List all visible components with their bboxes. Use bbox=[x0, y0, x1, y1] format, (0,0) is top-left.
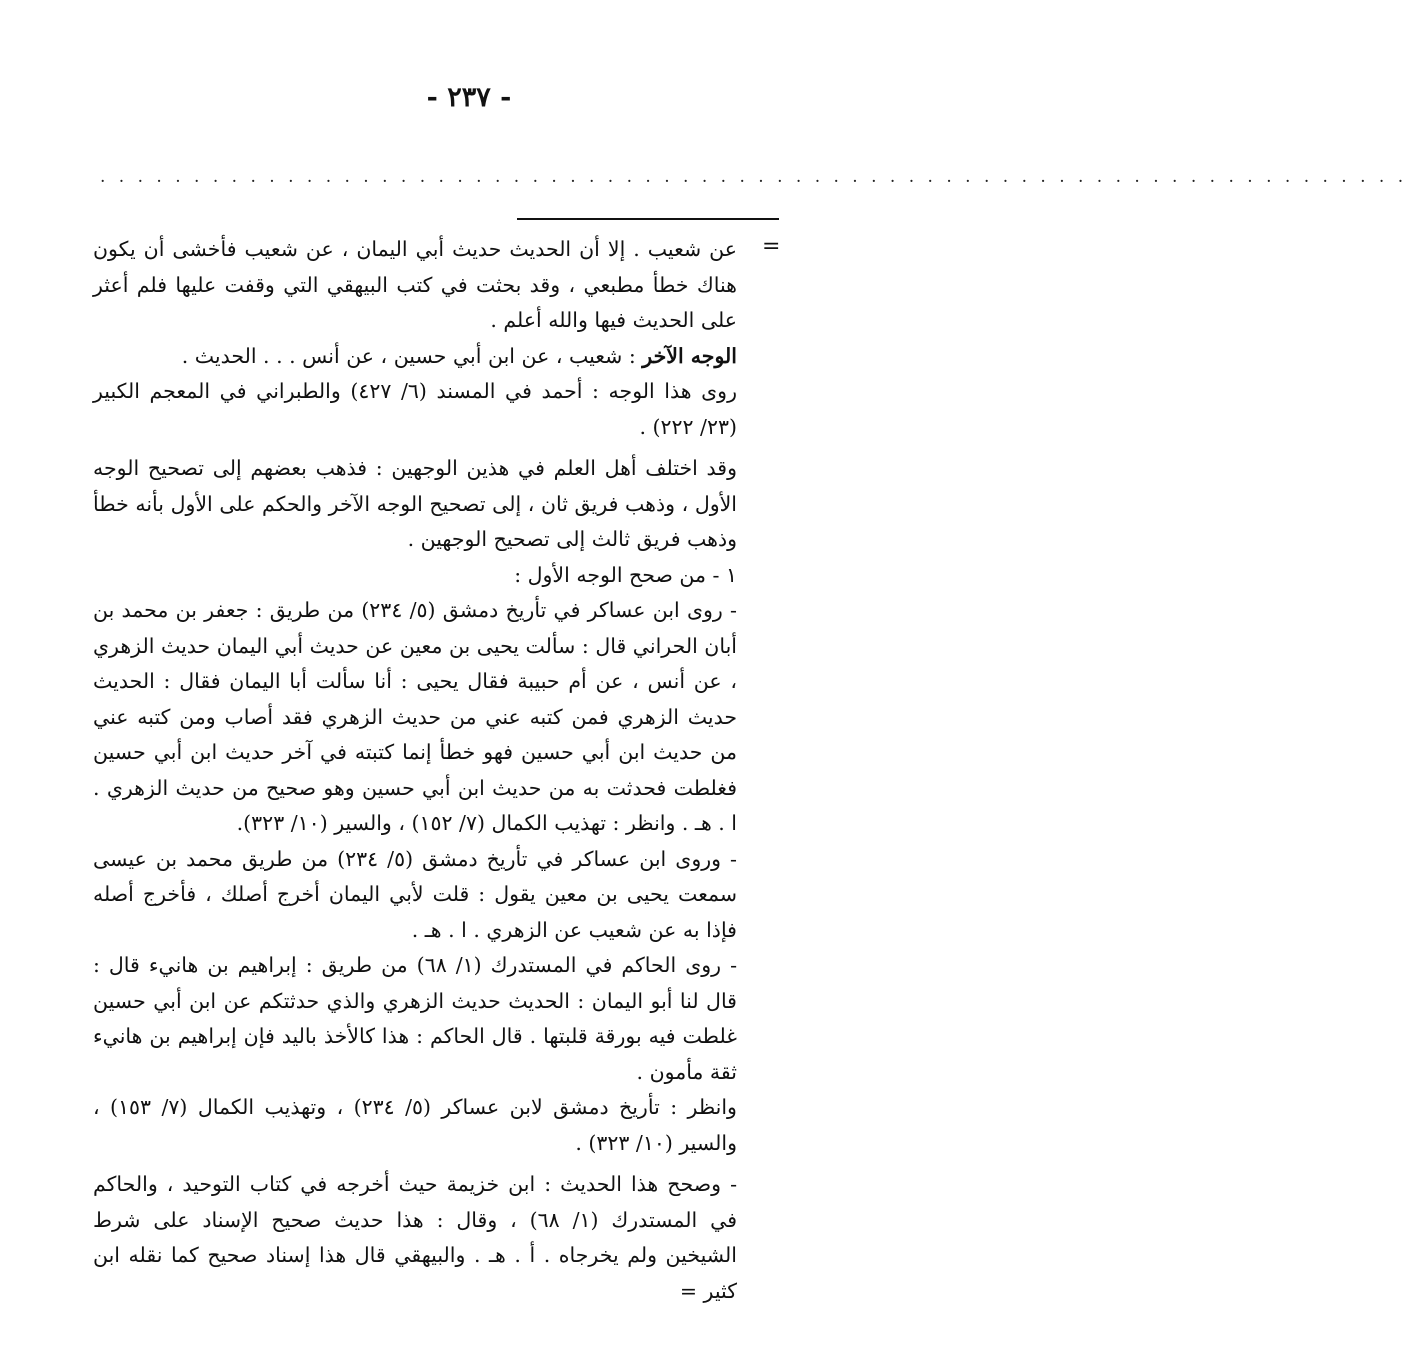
paragraph-text: - وروى ابن عساكر في تأريخ دمشق (٥/ ٢٣٤) من طريق محمد بن عيسى سمعت يحيى بن معين يقول : قلت لأبي اليمان أخرج أصلك ، فأخرج أصله فإذا به عن شعيب عن الزهري . ا . هـ . bbox=[93, 846, 737, 942]
paragraph bbox=[93, 1090, 737, 1161]
paragraph bbox=[93, 842, 737, 949]
continuation-mark: = bbox=[762, 234, 781, 259]
paragraph bbox=[93, 451, 737, 558]
paragraph bbox=[93, 948, 737, 1090]
page-number: - ٢٣٧ - bbox=[426, 82, 512, 113]
footnote-body bbox=[93, 232, 737, 1309]
heading-second-aspect: الوجه الآخر bbox=[642, 343, 737, 368]
dotted-separator: . . . . . . . . . . . . . . . . . . . . . . . . . . . . . . . . . . . . . . . . . . . . . . . . . . . . . . . . . . . . . . . . . . . . . . bbox=[100, 167, 1407, 187]
paragraph bbox=[93, 339, 737, 375]
paragraph-text: - وصحح هذا الحديث : ابن خزيمة حيث أخرجه في كتاب التوحيد ، والحاكم في المستدرك (١/ ٦٨) ، وقال : هذا حديث صحيح الإسناد على شرط الشيخين ولم يخرجاه . أ . هـ . والبيهقي قال هذا إسناد صحيح كما نقله ابن كثير = bbox=[93, 1172, 737, 1303]
paragraph bbox=[93, 374, 737, 445]
paragraph-text: روى هذا الوجه : أحمد في المسند (٦/ ٤٢٧) والطبراني في المعجم الكبير (٢٣/ ٢٢٢) . bbox=[93, 379, 737, 439]
paragraph-text: وقد اختلف أهل العلم في هذين الوجهين : فذهب بعضهم إلى تصحيح الوجه الأول ، وذهب فريق ثان ، إلى تصحيح الوجه الآخر والحكم على الأول بأنه خطأ وذهب فريق ثالث إلى تصحيح الوجهين . bbox=[93, 456, 737, 551]
paragraph-text: : شعيب ، عن ابن أبي حسين ، عن أنس . . . الحديث . bbox=[181, 343, 643, 368]
paragraph-text: وانظر : تأريخ دمشق لابن عساكر (٥/ ٢٣٤) ، وتهذيب الكمال (٧/ ١٥٣) ، والسير (١٠/ ٣٢٣) . bbox=[93, 1095, 737, 1155]
paragraph bbox=[93, 558, 737, 594]
paragraph-text: ١ - من صحح الوجه الأول : bbox=[514, 562, 737, 587]
paragraph-text: - روى الحاكم في المستدرك (١/ ٦٨) من طريق : إبراهيم بن هانيء قال : قال لنا أبو اليمان : الحديث حديث الزهري والذي حدثتكم عن ابن أبي حسين غلطت فيه بورقة قلبتها . قال الحاكم : هذا كالأخذ باليد فإن إبراهيم بن هانيء ثقة مأمون . bbox=[93, 953, 737, 1084]
paragraph bbox=[93, 593, 737, 842]
paragraph-text: - روى ابن عساكر في تأريخ دمشق (٥/ ٢٣٤) من طريق : جعفر بن محمد بن أبان الحراني قال : سألت يحيى بن معين عن حديث أبي اليمان حديث الزهري ، عن أنس ، عن أم حبيبة فقال يحيى : أنا سألت أبا اليمان فقال : الحديث حديث الزهري فمن كتبه عني من حديث الزهري فقد أصاب ومن كتبه عني من حديث ابن أبي حسين فهو خطأ إنما كتبته في آخر حديث ابن أبي حسين فغلطت فحدثت به من حديث ابن أبي حسين وهو صحيح من حديث الزهري . ا . هـ . وانظر : تهذيب الكمال (٧/ ١٥٢) ، والسير (١٠/ ٣٢٣). bbox=[93, 598, 737, 835]
paragraph-text: عن شعيب . إلا أن الحديث حديث أبي اليمان ، عن شعيب فأخشى أن يكون هناك خطأ مطبعي ، وقد بحثت في كتب البيهقي التي وقفت عليها فلم أعثر على الحديث فيها والله أعلم . bbox=[93, 237, 737, 332]
paragraph bbox=[93, 232, 737, 339]
paragraph bbox=[93, 1167, 737, 1309]
footnote-rule bbox=[517, 218, 779, 220]
